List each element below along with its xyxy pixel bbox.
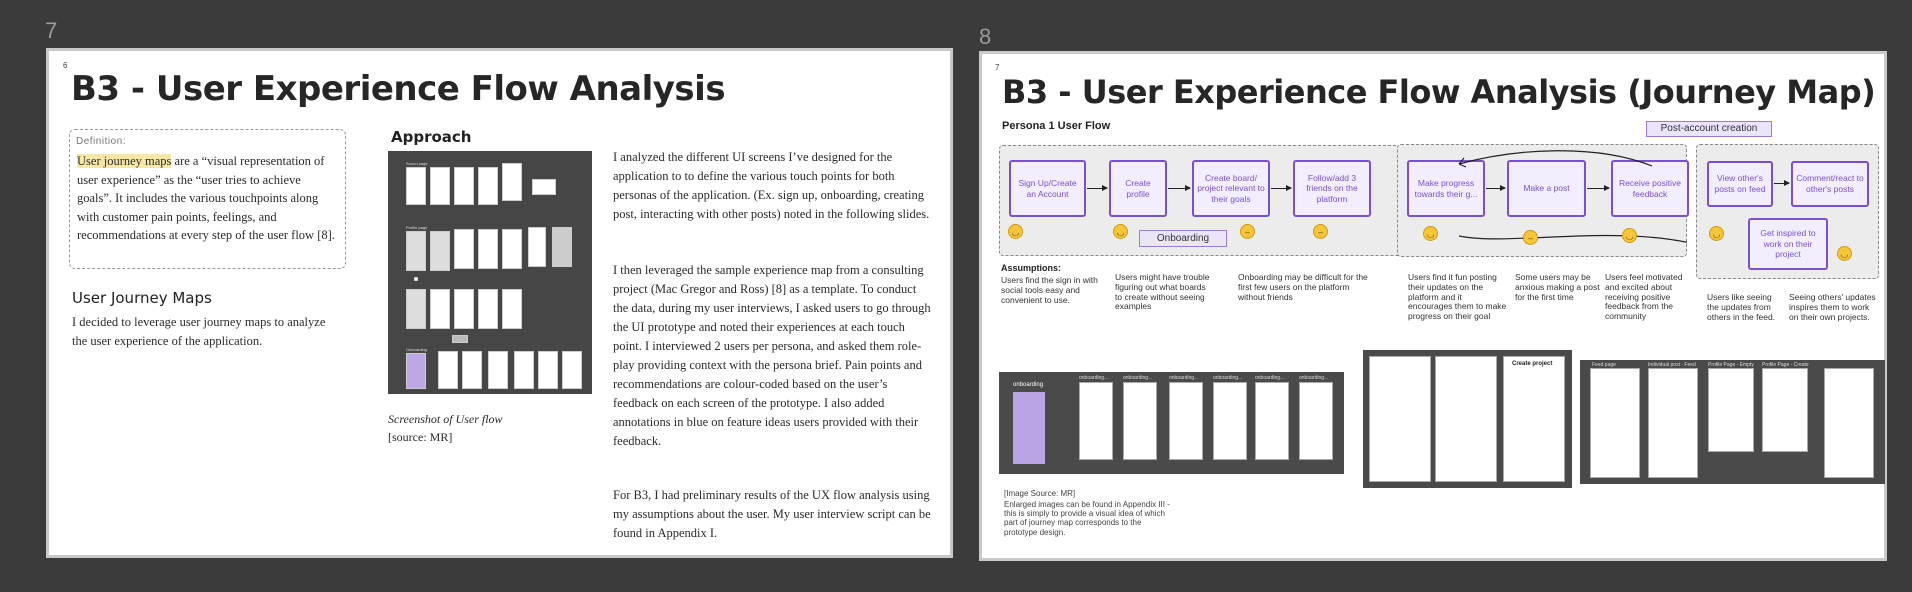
flow-step-follow-friends: Follow/add 3 friends on the platform <box>1293 160 1371 217</box>
thumb-screen <box>552 227 572 267</box>
slide-title: B3 - User Experience Flow Analysis <box>71 69 726 109</box>
assumption-text: Users feel motivated and excited about receiving positive feedback from the community <box>1605 272 1683 322</box>
thumb-screen <box>502 289 522 329</box>
thumb-screen <box>454 229 474 269</box>
thumb-screen <box>454 167 474 205</box>
assumption-text: Onboarding may be difficult for the first few users on the platform without friends <box>1238 272 1368 302</box>
definition-body: are a “visual representation of user experience” as the “user tries to achieve goals”. It includes the various touchpoints along with customer pain points, feelings, and recommendations at every step of the user flow [8]. <box>77 154 335 242</box>
flow-arrow <box>1168 188 1190 189</box>
assumption-text: Users like seeing the updates from others in the feed. <box>1707 292 1776 322</box>
panel-label: onboarding... <box>1213 375 1243 381</box>
panel-label: Create project <box>1512 361 1553 367</box>
definition-highlight: User journey maps <box>77 154 172 168</box>
thumb-screen <box>406 289 426 329</box>
panel-label: Profile Page - Empty <box>1708 362 1754 368</box>
panel-label: onboarding... <box>1123 375 1153 381</box>
definition-text <box>77 152 339 245</box>
figure-caption: Screenshot of User flow <box>388 412 503 426</box>
screen-thumb <box>1079 382 1113 460</box>
post-account-tag: Post-account creation <box>1646 121 1772 137</box>
happy-face-icon: ◡ <box>1423 226 1438 241</box>
thumb-screen <box>502 229 522 269</box>
definition-label: Definition: <box>76 136 126 147</box>
thumb-screen <box>430 167 450 205</box>
image-note: Enlarged images can be found in Appendix III - this is simply to provide a visual idea of which part of journey map corresponds to the prototype design. <box>1004 500 1170 537</box>
happy-face-icon: ◡ <box>1837 246 1852 261</box>
onboarding-screens-panel <box>999 372 1344 474</box>
screen-thumb <box>1708 368 1754 452</box>
assumption-text: Seeing others' updates inspires them to work on their own projects. <box>1789 292 1876 322</box>
slide-title: B3 - User Experience Flow Analysis (Journey Map) <box>1002 73 1876 111</box>
slide-number-8: 8 <box>979 24 992 49</box>
thumb-screen <box>406 167 426 205</box>
thumb-screen <box>562 351 582 389</box>
panel-label: Feed page <box>1592 362 1616 368</box>
persona-label: Persona 1 User Flow <box>1002 120 1111 132</box>
page-number: 7 <box>995 63 1000 72</box>
screen-thumb <box>1255 382 1289 460</box>
onboarding-tag: Onboarding <box>1139 230 1227 247</box>
assumption-text: Users find it fun posting their updates on the platform and it encourages them to make progress on their goal <box>1408 272 1507 322</box>
thumb-screen <box>502 163 522 201</box>
panel-label: onboarding... <box>1299 375 1329 381</box>
thumb-screen <box>478 229 498 269</box>
panel-label: Profile Page - Create <box>1762 362 1809 368</box>
flow-step-receive-feedback: Receive positive feedback <box>1611 160 1689 217</box>
panel-label: onboarding... <box>1169 375 1199 381</box>
flow-step-create-board: Create board/ project relevant to their goals <box>1192 160 1270 217</box>
thumb-screen <box>430 289 450 329</box>
screen-thumb <box>1590 368 1640 478</box>
slide-8[interactable] <box>979 51 1887 561</box>
thumb-screen <box>488 351 508 389</box>
happy-face-icon: ◡ <box>1622 228 1637 243</box>
feed-screens-panel <box>1580 360 1885 484</box>
panel-label: onboarding <box>1013 382 1044 388</box>
neutral-face-icon: – <box>1240 224 1255 239</box>
thumb-screen <box>406 231 426 271</box>
thumb-screen <box>528 227 546 267</box>
happy-face-icon: ◡ <box>1008 224 1023 239</box>
screen-thumb <box>1013 392 1045 464</box>
thumb-screen <box>478 167 498 205</box>
figure-source: [source: MR] <box>388 430 453 444</box>
screen-thumb <box>1762 368 1808 452</box>
screen-thumb <box>1824 368 1874 478</box>
thumb-row-label: Onboarding <box>406 347 427 352</box>
flow-arrow <box>1271 188 1291 189</box>
flow-step-comment-react: Comment/react to other's posts <box>1791 161 1869 207</box>
flow-step-create-profile: Create profile <box>1109 160 1167 217</box>
flow-step-make-progress: Make progress towards their g... <box>1407 160 1485 217</box>
flow-step-make-post: Make a post <box>1507 160 1586 217</box>
neutral-face-icon: – <box>1313 224 1328 239</box>
thumb-screen <box>462 351 482 389</box>
approach-heading: Approach <box>391 128 472 146</box>
thumb-dot <box>414 277 418 281</box>
thumb-screen <box>438 351 458 389</box>
ujm-heading: User Journey Maps <box>72 289 212 307</box>
screen-thumb <box>1435 356 1497 482</box>
paragraph-3: For B3, I had preliminary results of the UX flow analysis using my assumptions about the user. My user interview script can be found in Appendix I. <box>613 488 931 540</box>
assumption-text: Users find the sign in with social tools easy and convenient to use. <box>1001 275 1098 305</box>
thumb-screen <box>478 289 498 329</box>
thumb-row-label: Sound page <box>406 161 428 166</box>
image-source: [Image Source: MR] <box>1004 489 1076 498</box>
happy-face-icon: ◡ <box>1113 224 1128 239</box>
thumb-screen <box>538 351 558 389</box>
paragraph-1: I analyzed the different UI screens I’ve designed for the application to to define the various touch points for both personas of the application. (Ex. sign up, onboarding, creating post, interacting with other posts) noted in the following slides. <box>613 150 930 221</box>
thumb-dot <box>452 335 468 343</box>
flow-arrow <box>1774 183 1789 184</box>
screen-thumb <box>1369 356 1431 482</box>
flow-step-view-feed: View other's posts on feed <box>1707 161 1773 207</box>
screen-thumb <box>1648 368 1698 478</box>
definition-box <box>69 129 346 269</box>
slide-7[interactable] <box>46 48 953 558</box>
assumption-text: Users might have trouble figuring out what boards to create without seeing examples <box>1115 272 1210 312</box>
screen-thumb <box>1123 382 1157 460</box>
screen-thumb <box>1213 382 1247 460</box>
assumption-text: Some users may be anxious making a post for the first time <box>1515 272 1600 302</box>
panel-label: onboarding... <box>1079 375 1109 381</box>
slide-number-7: 7 <box>45 18 58 43</box>
thumb-screen <box>514 351 534 389</box>
thumb-row-label: Profile page <box>406 225 428 230</box>
screen-thumb <box>1299 382 1333 460</box>
neutral-face-icon: – <box>1523 230 1538 245</box>
screen-thumb <box>1503 356 1565 482</box>
flow-arrow <box>1087 188 1107 189</box>
thumb-screen <box>532 179 556 195</box>
screen-thumb <box>1169 382 1203 460</box>
thumb-screen <box>430 231 450 271</box>
thumb-screen <box>406 353 426 389</box>
posting-screens-panel <box>1363 350 1572 488</box>
paragraph-2: I then leveraged the sample experience map from a consulting project (Mac Gregor and Ross) [8] as a template. To conduct the data, during my user interviews, I asked users to go through the UI prototype and noted their experiences at each touch point. I interviewed 2 users per persona, and asked them role-play providing context with the persona brief. Pain points and recommendations are colour-coded based on the user’s feedback on each screen of the prototype. I also added annotations in blue on feature ideas users provided with their feedback. <box>613 263 931 448</box>
panel-label: onboarding... <box>1255 375 1285 381</box>
flow-step-sign-up: Sign Up/Create an Account <box>1009 160 1086 217</box>
user-flow-screenshot <box>388 151 592 394</box>
flow-step-get-inspired: Get inspired to work on their project <box>1748 218 1828 270</box>
ujm-text: I decided to leverage user journey maps to analyze the user experience of the application. <box>72 315 326 348</box>
panel-label: Individual post - Feed <box>1648 362 1696 368</box>
thumb-screen <box>454 289 474 329</box>
assumptions-heading: Assumptions: <box>1001 263 1062 273</box>
happy-face-icon: ◡ <box>1709 226 1724 241</box>
page-number: 6 <box>63 61 68 70</box>
